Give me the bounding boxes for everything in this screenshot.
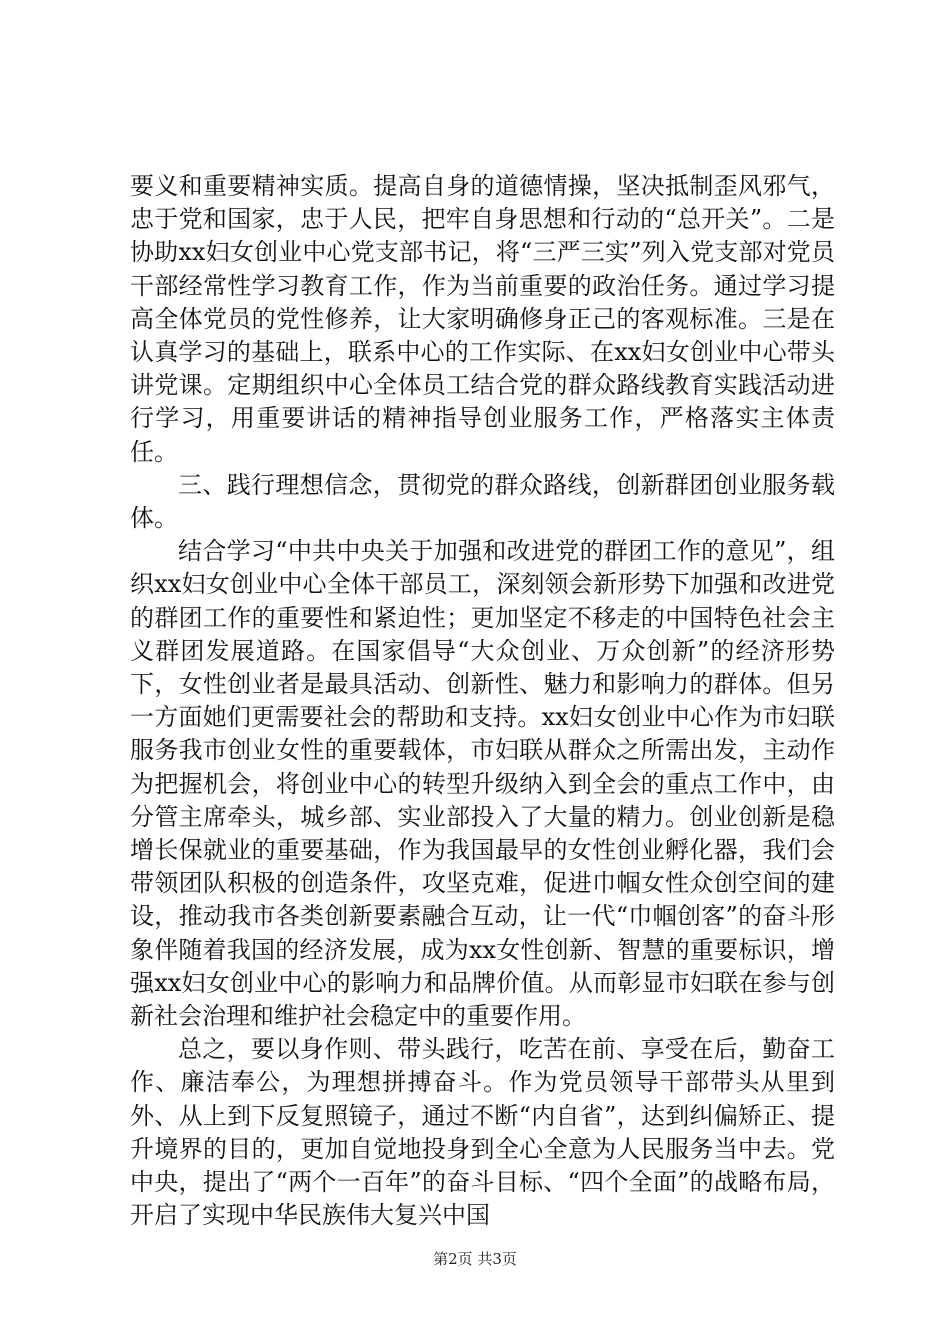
page-footer: 第2页 共3页 bbox=[433, 1250, 517, 1268]
paragraph-conclusion: 总之，要以身作则、带头践行，吃苦在前、享受在后，勤奋工作、廉洁奉公，为理想拼搏奋斗。作为党员领导干部带头从里到外、从上到下反复照镜子，通过不断“内自省”，达到纠偏矫正、提升境界的目的，更加自觉地投身到全心全意为人民服务当中去。党中央，提出了“两个一百年”的奋斗目标、“四个全面”的战略布局，开启了实现中华民族伟大复兴中国 bbox=[130, 1035, 835, 1230]
paragraph-continuation: 要义和重要精神实质。提高自身的道德情操，坚决抵制歪风邪气，忠于党和国家，忠于人民，把牢自身思想和行动的“总开关”。二是协助xx妇女创业中心党支部书记，将“三严三实”列入党支部对党员干部经常性学习教育工作，作为当前重要的政治任务。通过学习提高全体党员的党性修养，让大家明确修身正己的客观标准。三是在认真学习的基础上，联系中心的工作实际、在xx妇女创业中心带头讲党课。定期组织中心全体员工结合党的群众路线教育实践活动进行学习，用重要讲话的精神指导创业服务工作，严格落实主体责任。 bbox=[130, 172, 835, 466]
paragraph-heading-three: 三、践行理想信念，贯彻党的群众路线，创新群团创业服务载体。 bbox=[130, 470, 835, 533]
document-body bbox=[130, 170, 835, 1233]
paragraph-group-work: 结合学习“中共中央关于加强和改进党的群团工作的意见”，组织xx妇女创业中心全体干部员工，深刻领会新形势下加强和改进党的群团工作的重要性和紧迫性；更加坚定不移走的中国特色社会主义群团发展道路。在国家倡导“大众创业、万众创新”的经济形势下，女性创业者是最具活动、创新性、魅力和影响力的群体。但另一方面她们更需要社会的帮助和支持。xx妇女创业中心作为市妇联服务我市创业女性的重要载体，市妇联从群众之所需出发，主动作为把握机会，将创业中心的转型升级纳入到全会的重点工作中，由分管主席牵头，城乡部、实业部投入了大量的精力。创业创新是稳增长保就业的重要基础，作为我国最早的女性创业孵化器，我们会带领团队积极的创造条件，攻坚克难，促进巾帼女性众创空间的建设，推动我市各类创新要素融合互动，让一代“巾帼创客”的奋斗形象伴随着我国的经济发展，成为xx女性创新、智慧的重要标识，增强xx妇女创业中心的影响力和品牌价值。从而彰显市妇联在参与创新社会治理和维护社会稳定中的重要作用。 bbox=[130, 537, 835, 1031]
